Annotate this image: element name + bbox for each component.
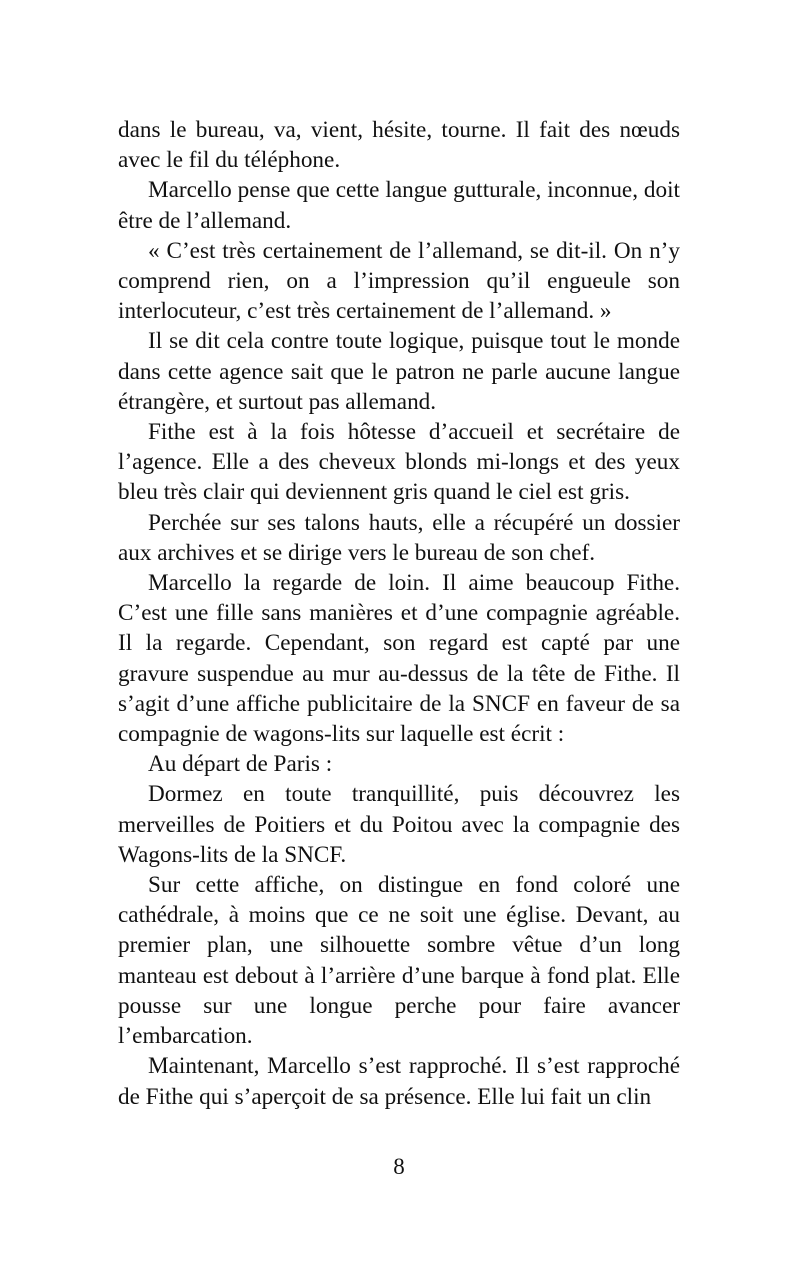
paragraph-2: Marcello pense que cette langue gutturale, inconnue, doit être de l’allemand. bbox=[118, 177, 680, 234]
paragraph-1: dans le bureau, va, vient, hésite, tourne. Il fait des nœuds avec le fil du téléphone. bbox=[118, 117, 680, 174]
paragraph-6: Perchée sur ses talons hauts, elle a récupéré un dossier aux archives et se dirige vers le bureau de son chef. bbox=[118, 509, 680, 566]
paragraph-9: Dormez en toute tranquillité, puis découvrez les merveilles de Poitiers et du Poitou avec la compagnie des Wagons-lits de la SNCF. bbox=[118, 781, 680, 868]
paragraph-3: « C’est très certainement de l’allemand, se dit-il. On n’y comprend rien, on a l’impression qu’il engueule son interlocuteur, c’est très certainement de l’allemand. » bbox=[118, 237, 680, 325]
paragraph-7: Marcello la regarde de loin. Il aime beaucoup Fithe. C’est une fille sans manières et d’une compagnie agréable. Il la regarde. Cependant, son regard est capté par une gravure suspendue au mur au-dessus de la tête de Fithe. Il s’agit d’une affiche publicitaire de la SNCF en faveur de sa compagnie de wagons-lits sur laquelle est écrit : bbox=[118, 570, 680, 748]
paragraph-10: Sur cette affiche, on distingue en fond coloré une cathédrale, à moins que ce ne soit une église. Devant, au premier plan, une silhouette sombre vêtue d’un long manteau est debout à l’arrière d’une barque à fond plat. Elle pousse sur une longue perche pour faire avancer l’embarcation. bbox=[118, 872, 680, 1050]
page-number: 8 bbox=[393, 1154, 405, 1179]
paragraph-11: Maintenant, Marcello s’est rapproché. Il s’est rapproché de Fithe qui s’aperçoit de sa présence. Elle lui fait un clin bbox=[118, 1053, 680, 1110]
page-text-body bbox=[118, 115, 680, 1112]
paragraph-4: Il se dit cela contre toute logique, puisque tout le monde dans cette agence sait que le patron ne parle aucune langue étrangère, et surtout pas allemand. bbox=[118, 328, 680, 415]
paragraph-8: Au départ de Paris : bbox=[148, 751, 333, 778]
paragraph-5: Fithe est à la fois hôtesse d’accueil et secrétaire de l’agence. Elle a des cheveux blonds mi-longs et des yeux bleu très clair qui deviennent gris quand le ciel est gris. bbox=[118, 419, 680, 506]
